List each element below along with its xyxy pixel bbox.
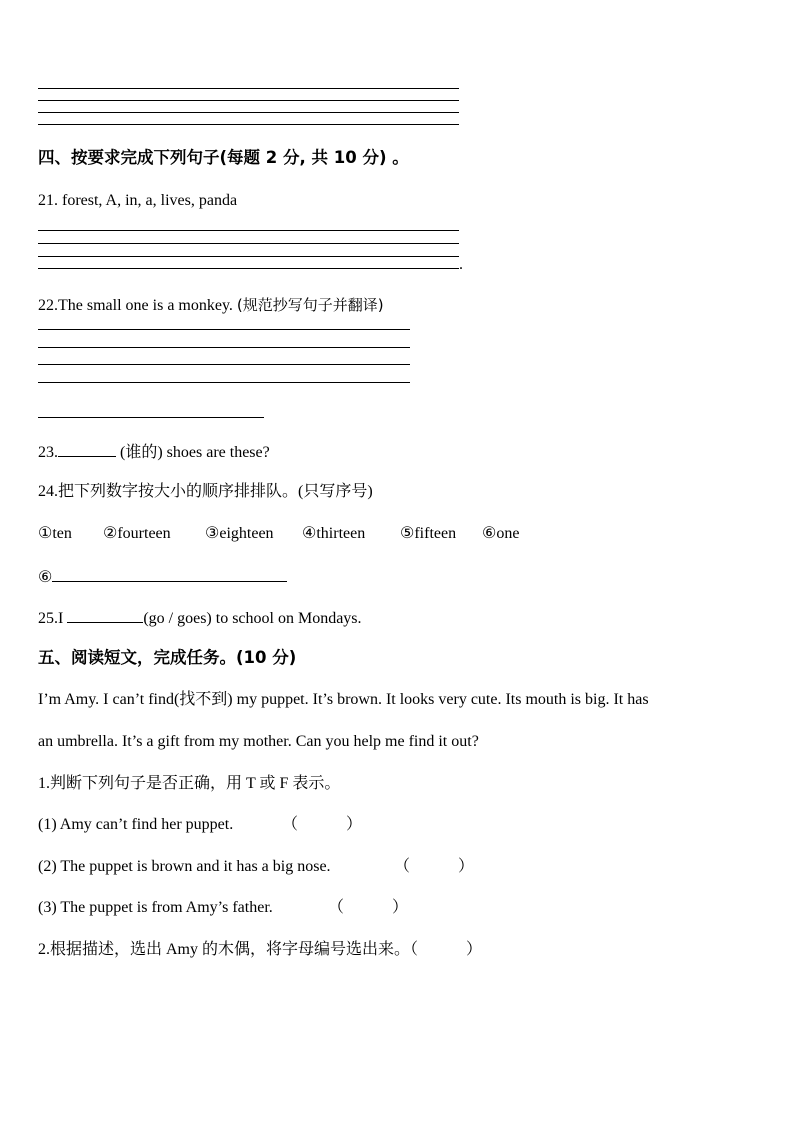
section-5-heading: 五、阅读短文，完成任务。(10 分): [38, 648, 297, 667]
statement-text: (1) Amy can’t find her puppet.: [38, 816, 234, 833]
answer-line[interactable]: [38, 268, 459, 269]
section-4-heading: 四、按要求完成下列句子(每题 2 分, 共 10 分) 。: [38, 148, 409, 167]
question-22-instruction: (规范抄写句子并翻译): [236, 296, 384, 314]
question-25-start: 25.I: [38, 610, 68, 627]
option-item: ⑥one: [482, 525, 520, 542]
task-2-instruction: [38, 940, 482, 960]
option-item: ④thirteen: [302, 525, 366, 542]
answer-parentheses[interactable]: （ ）: [328, 899, 409, 916]
answer-parentheses[interactable]: （ ）: [394, 858, 475, 875]
question-22-english: 22.The small one is a monkey.: [38, 297, 237, 314]
statement-text: (2) The puppet is brown and it has a big nose.: [38, 858, 331, 875]
question-25-blank[interactable]: [67, 607, 143, 623]
question-23-number: 23.: [38, 444, 58, 461]
answer-line[interactable]: [38, 347, 410, 348]
answer-line[interactable]: [38, 230, 459, 231]
statement-1: [38, 815, 233, 835]
question-21-prompt: 21. forest, A, in, a, lives, panda: [38, 192, 238, 209]
question-24-blank[interactable]: [52, 566, 287, 582]
answer-line[interactable]: [38, 100, 459, 101]
question-22-prompt: [38, 295, 384, 316]
passage-line: I’m Amy. I can’t find(找不到) my puppet. It’s brown. It looks very cute. Its mouth is big. It has: [38, 691, 649, 708]
question-24-answer-prefix: ⑥: [38, 569, 53, 586]
question-24-prompt: 24.把下列数字按大小的顺序排排队。(只写序号): [38, 483, 373, 500]
period-mark: .: [459, 256, 463, 273]
answer-line[interactable]: [38, 364, 410, 365]
passage-line: an umbrella. It’s a gift from my mother. Can you help me find it out?: [38, 733, 479, 750]
answer-line[interactable]: [38, 88, 459, 89]
task-1-instruction: 1.判断下列句子是否正确，用 T 或 F 表示。: [38, 775, 341, 792]
option-item: ①ten: [38, 525, 72, 542]
statement-2: [38, 857, 331, 877]
option-item: ②fourteen: [103, 525, 171, 542]
answer-line[interactable]: [38, 417, 264, 418]
answer-line[interactable]: [38, 124, 459, 125]
answer-parentheses[interactable]: （ ）: [282, 816, 363, 833]
answer-line[interactable]: [38, 329, 410, 330]
question-23-text: (谁的) shoes are these?: [116, 444, 270, 461]
answer-line[interactable]: [38, 382, 410, 383]
option-item: ⑤fifteen: [400, 525, 457, 542]
question-23-blank[interactable]: [58, 441, 116, 457]
answer-line[interactable]: [38, 243, 459, 244]
statement-3: [38, 898, 273, 918]
question-25: [38, 607, 362, 629]
question-23: [38, 441, 270, 463]
answer-parentheses[interactable]: （ ）: [410, 941, 483, 958]
question-24-answer: [38, 566, 287, 588]
question-25-text: (go / goes) to school on Mondays.: [143, 610, 362, 627]
option-item: ③eighteen: [205, 525, 274, 542]
task-2-text: 2.根据描述，选出 Amy 的木偶，将字母编号选出来。: [38, 941, 411, 958]
answer-line[interactable]: [38, 112, 459, 113]
statement-text: (3) The puppet is from Amy’s father.: [38, 899, 273, 916]
answer-line[interactable]: [38, 256, 459, 257]
